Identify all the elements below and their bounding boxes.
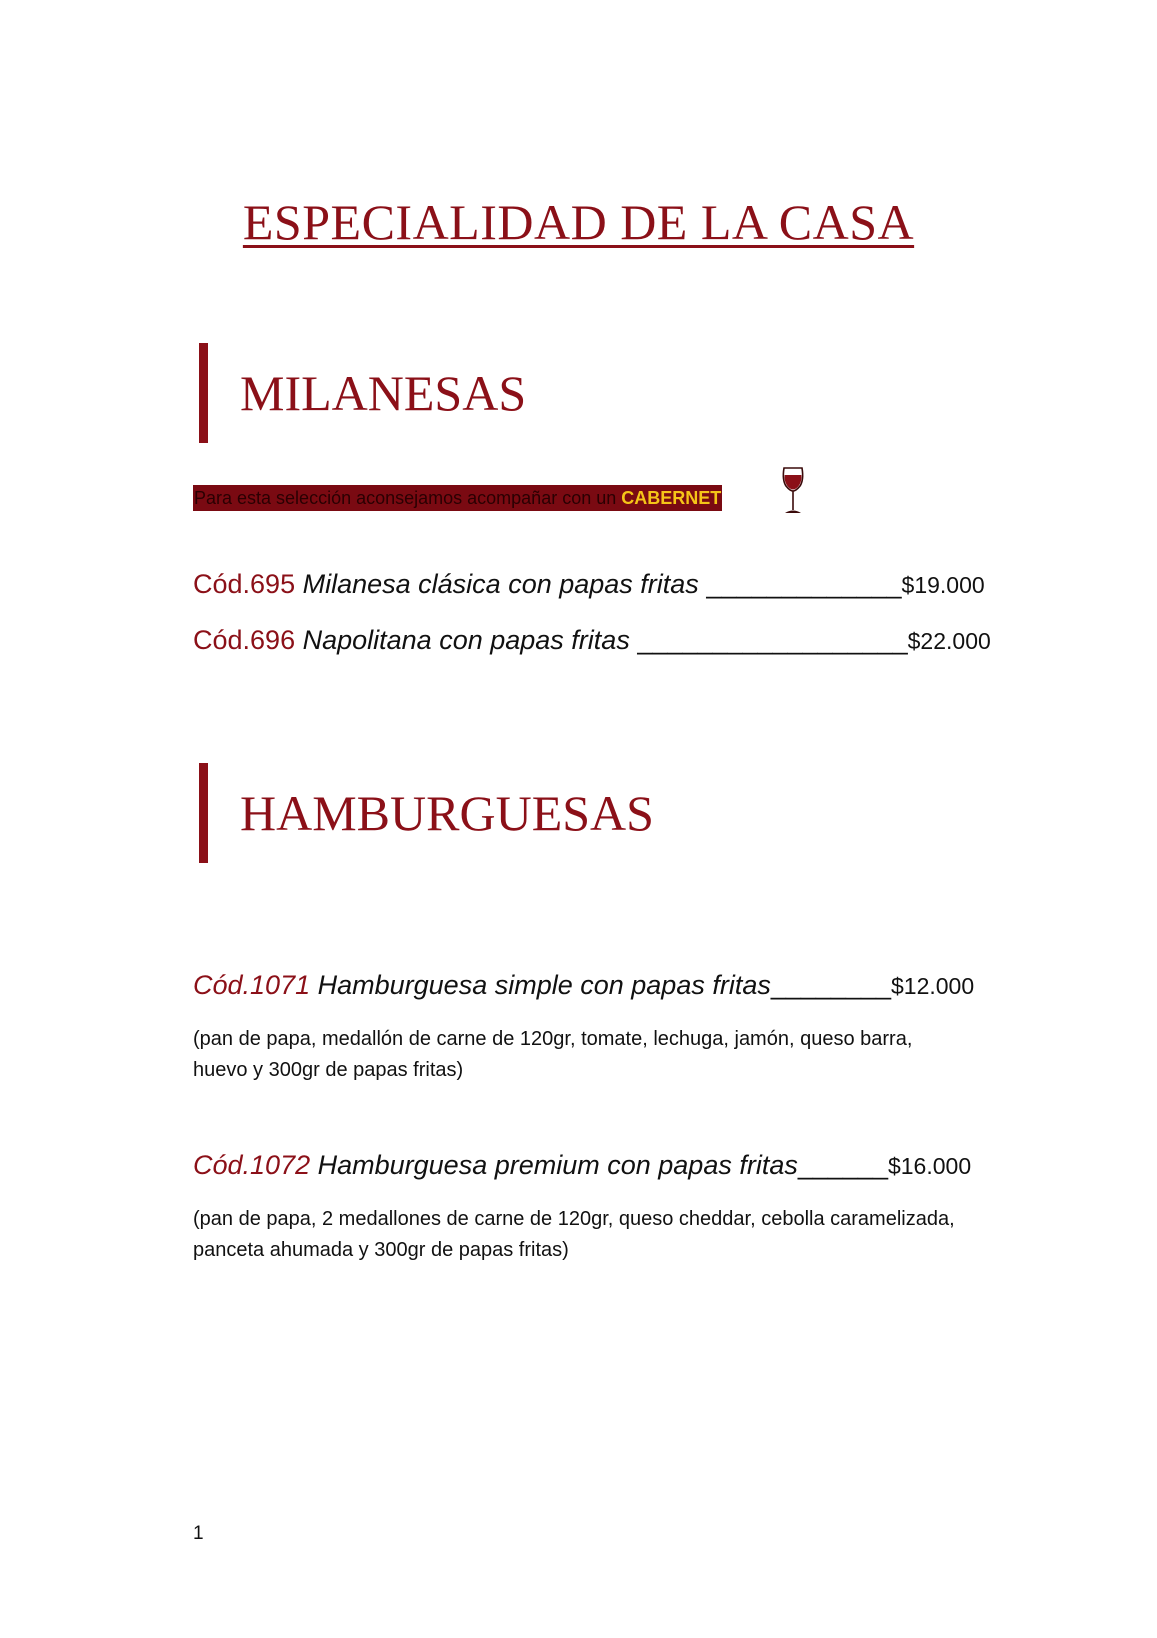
item-price: $16.000 xyxy=(887,1153,972,1179)
page-title: ESPECIALIDAD DE LA CASA xyxy=(242,194,915,250)
price-leader: ________ xyxy=(770,970,891,1000)
section-heading-milanesas: MILANESAS xyxy=(240,365,527,421)
menu-item xyxy=(193,1147,971,1184)
menu-item xyxy=(193,967,974,1004)
item-code: Cód.1071 xyxy=(193,970,311,1000)
wine-glass-icon xyxy=(780,466,806,516)
item-price: $12.000 xyxy=(891,973,975,999)
menu-item xyxy=(193,622,991,659)
item-code: Cód.695 xyxy=(193,569,296,599)
item-name: Milanesa clásica con papas fritas xyxy=(302,569,699,599)
wine-pairing-note xyxy=(193,485,722,511)
price-leader: _____________ xyxy=(706,569,902,599)
section-heading-hamburguesas: HAMBURGUESAS xyxy=(240,785,654,841)
item-name: Hamburguesa premium con papas fritas xyxy=(317,1150,798,1180)
item-price: $22.000 xyxy=(907,628,991,654)
item-code: Cód.1072 xyxy=(193,1150,311,1180)
description-line: panceta ahumada y 300gr de papas fritas) xyxy=(193,1239,569,1261)
description-line: (pan de papa, 2 medallones de carne de 120gr, queso cheddar, cebolla caramelizada, xyxy=(193,1208,955,1230)
price-leader: __________________ xyxy=(637,625,908,655)
section-accent-bar xyxy=(199,763,208,863)
item-code: Cód.696 xyxy=(193,625,296,655)
item-name: Hamburguesa simple con papas fritas xyxy=(317,970,771,1000)
page-number: 1 xyxy=(193,1523,204,1544)
pairing-text: Para esta selección aconsejamos acompañar con un xyxy=(194,488,622,508)
description-line: (pan de papa, medallón de carne de 120gr, tomate, lechuga, jamón, queso barra, xyxy=(193,1028,913,1050)
price-leader: ______ xyxy=(797,1150,888,1180)
item-description xyxy=(193,1204,1023,1266)
item-name: Napolitana con papas fritas xyxy=(302,625,630,655)
section-accent-bar xyxy=(199,343,208,443)
item-price: $19.000 xyxy=(901,572,985,598)
pairing-wine-name: CABERNET xyxy=(621,488,722,508)
menu-item xyxy=(193,566,985,603)
item-description xyxy=(193,1024,1023,1086)
description-line: huevo y 300gr de papas fritas) xyxy=(193,1059,464,1081)
